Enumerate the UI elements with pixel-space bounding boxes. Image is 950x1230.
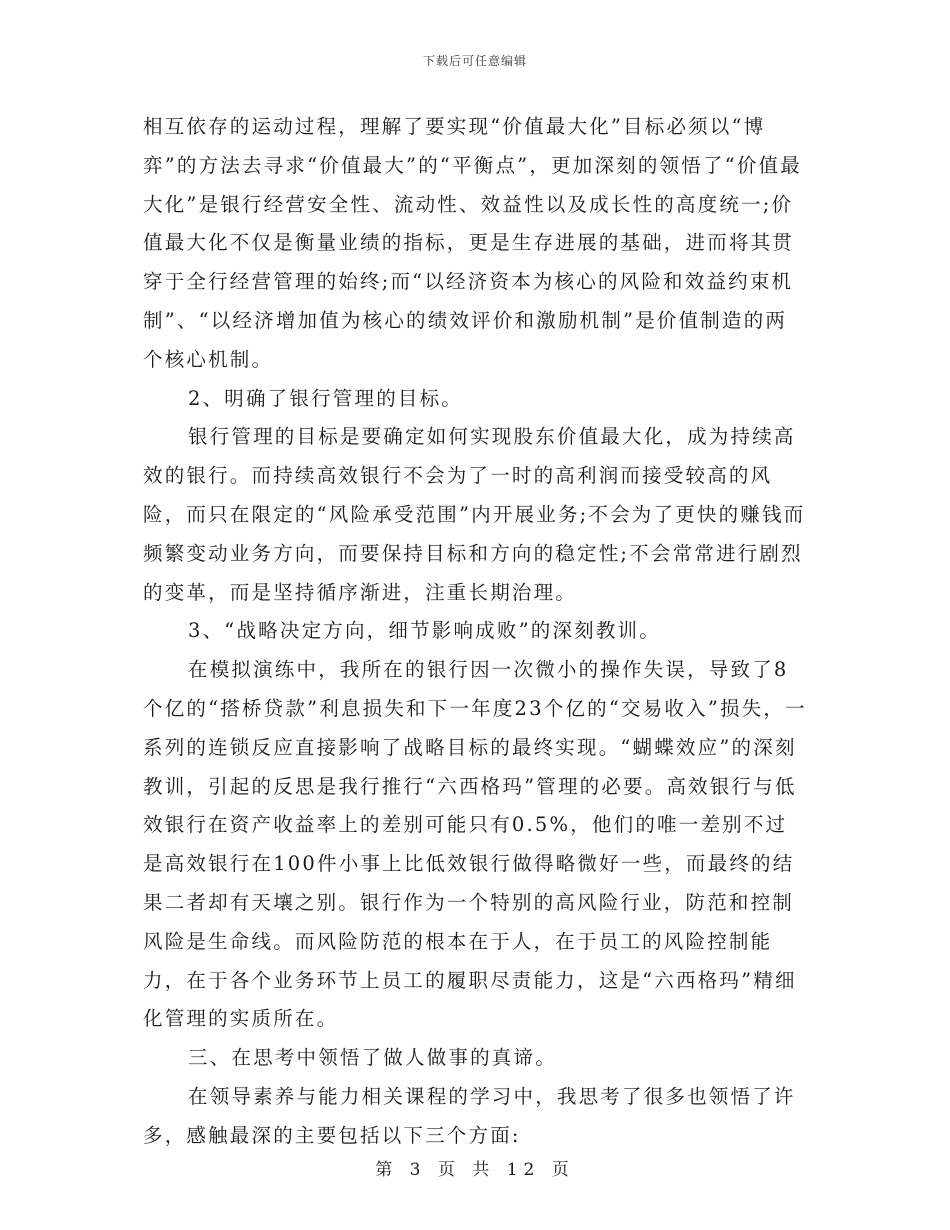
paragraph-leadership-course: 在领导素养与能力相关课程的学习中，我思考了很多也领悟了许多，感触最深的主要包括以下三个方面: [143, 1084, 796, 1147]
heading-bank-management-goal: 2、明确了银行管理的目标。 [188, 386, 464, 410]
paragraph-simulation-lesson: 在模拟演练中，我所在的银行因一次微小的操作失误，导致了8个亿的“搭桥贷款”利息损失和下一年度23个亿的“交易收入”损失，一系列的连锁反应直接影响了战略目标的最终实现。“蝴蝶效应”的深刻教训，引起的反思是我行推行“六西格玛”管理的必要。高效银行与低效银行在资产收益率上的差别可能只有0.5%，他们的唯一差别不过是高效银行在100件小事上比低效银行做得略微好一些，而最终的结果二者却有天壤之别。银行作为一个特别的高风险行业，防范和控制风险是生命线。而风险防范的根本在于人，在于员工的风险控制能力，在于各个业务环节上员工的履职尽责能力，这是“六西格玛”精细化管理的实质所在。 [143, 658, 807, 1031]
paragraph-bank-management-goal: 银行管理的目标是要确定如何实现股东价值最大化，成为持续高效的银行。而持续高效银行不会为了一时的高利润而接受较高的风险，而只在限定的“风险承受范围”内开展业务;不会为了更快的赚钱而频繁变动业务方向，而要保持目标和方向的稳定性;不会常常进行剧烈的变革，而是坚持循序渐进，注重长期治理。 [143, 425, 806, 604]
heading-strategy-details: 3、“战略决定方向，细节影响成败”的深刻教训。 [188, 619, 661, 643]
heading-section-three: 三、在思考中领悟了做人做事的真谛。 [188, 1046, 557, 1070]
page-number-footer: 第 3 页 共 12 页 [375, 1160, 575, 1180]
paragraph-value-maximization: 相互依存的运动过程，理解了要实现“价值最大化”目标必须以“博弈”的方法去寻求“价值最大”的“平衡点”，更加深刻的领悟了“价值最大化”是银行经营安全性、流动性、效益性以及成长性的高度统一;价值最大化不仅是衡量业绩的指标，更是生存进展的基础，进而将其贯穿于全行经营管理的始终;而“以经济资本为核心的风险和效益约束机制”、“以经济增加值为核心的绩效评价和激励机制”是价值制造的两个核心机制。 [143, 115, 802, 371]
page-header: 下载后可任意编辑 [422, 54, 527, 68]
document-body [143, 108, 808, 1156]
